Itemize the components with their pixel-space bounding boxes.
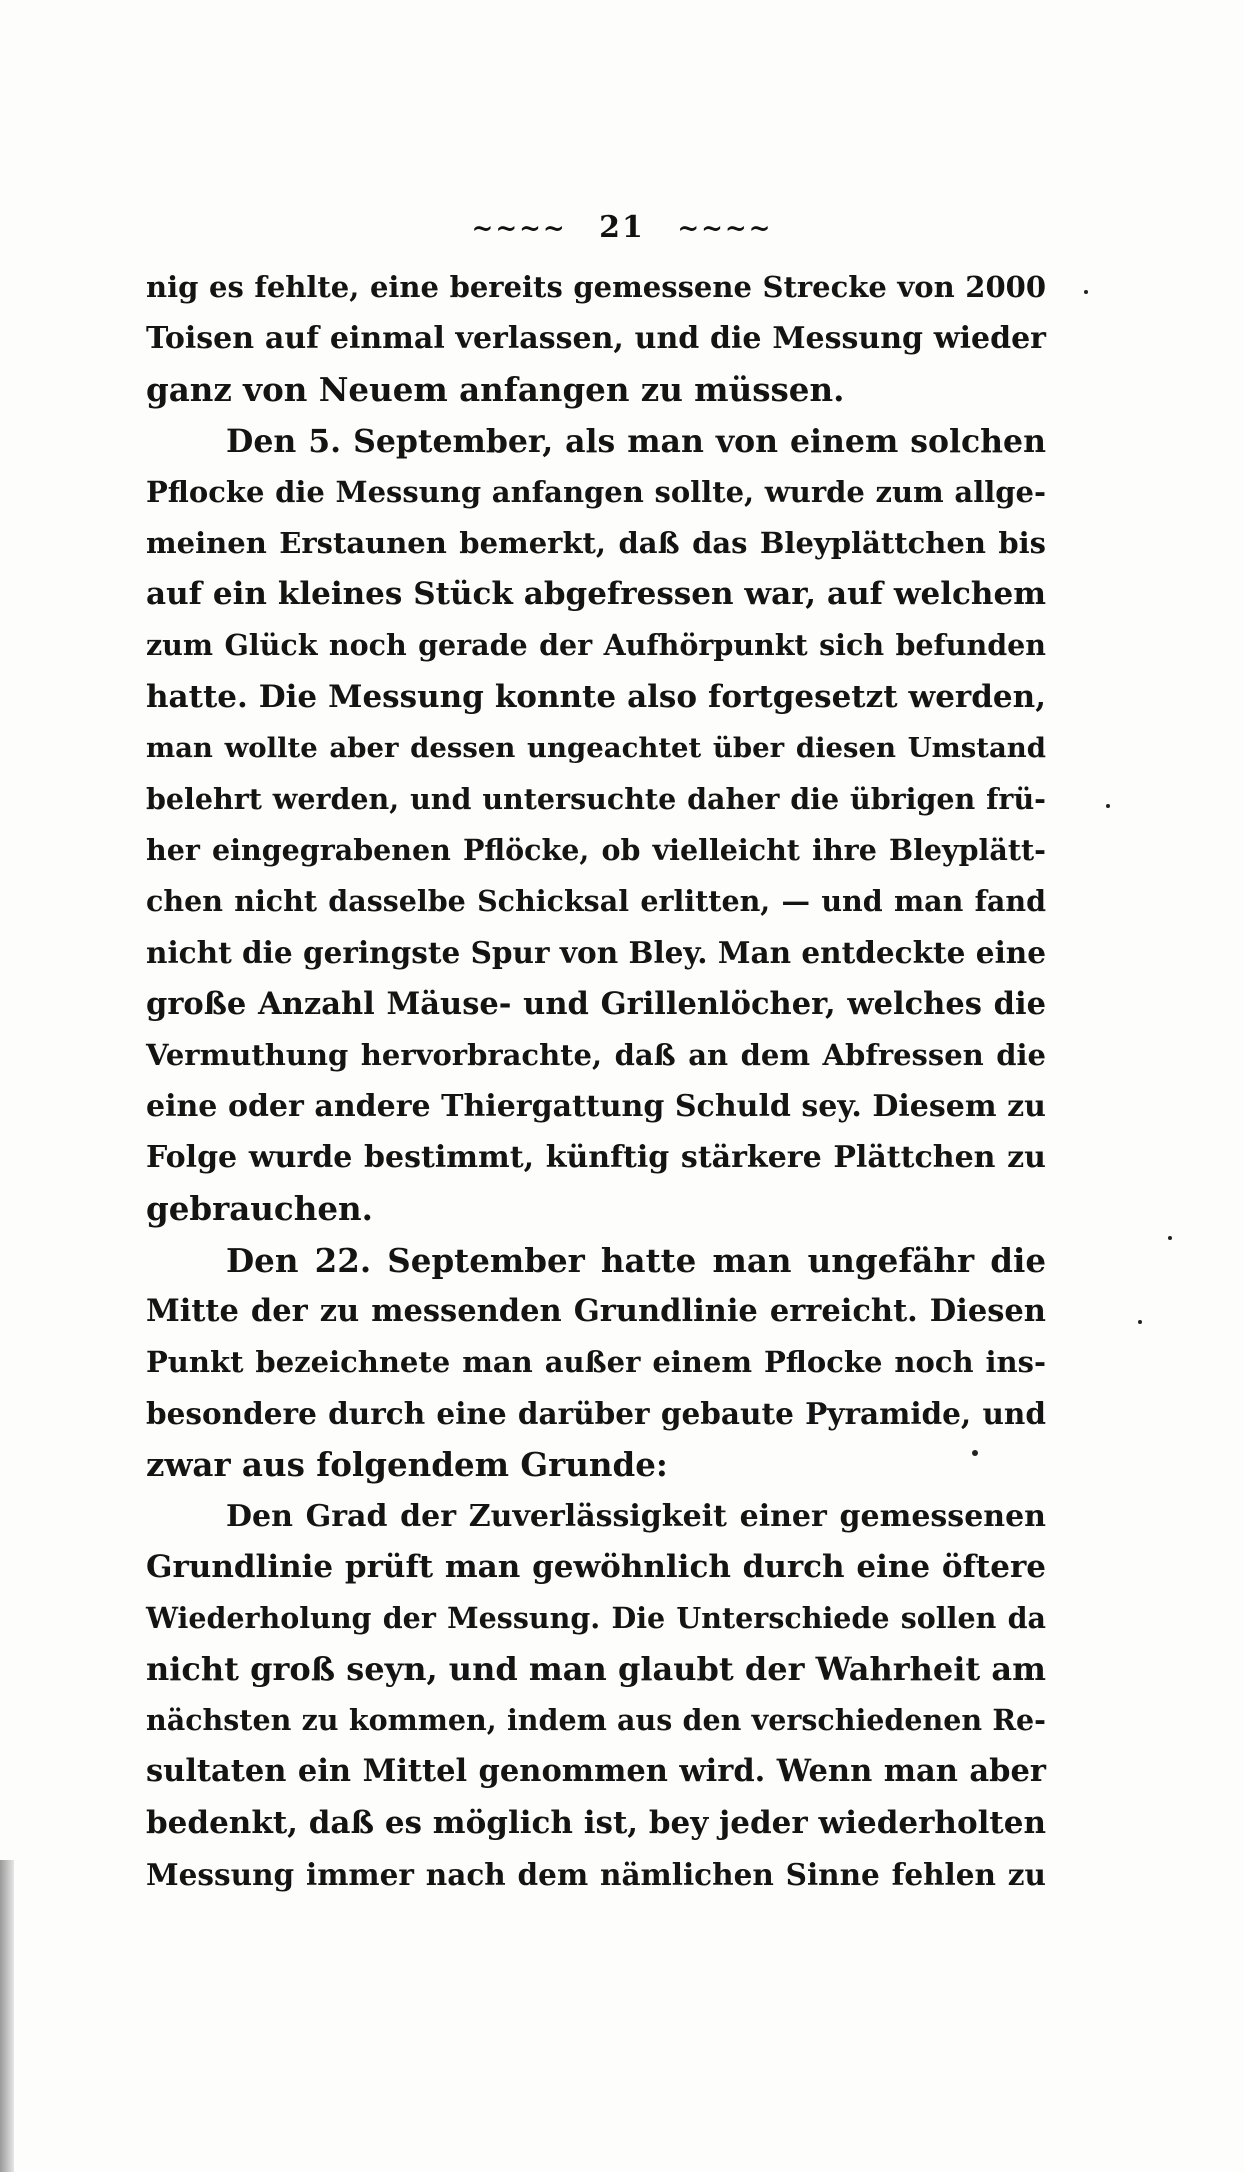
text-line: besondere durch eine darüber gebaute Pyramide, und xyxy=(146,1396,1046,1432)
text-line: Den Grad der Zuverlässigkeit einer gemessenen xyxy=(226,1498,1046,1534)
page-header xyxy=(0,210,1244,245)
text-line: Mitte der zu messenden Grundlinie erreicht. Diesen xyxy=(146,1292,1046,1329)
text-line: sultaten ein Mittel genommen wird. Wenn man aber xyxy=(146,1753,1046,1790)
text-line: ganz von Neuem anfangen zu müssen. xyxy=(146,370,845,410)
text-line: nächsten zu kommen, indem aus den verschiedenen Re- xyxy=(146,1703,1046,1738)
header-ornament-left: ~~~~ xyxy=(471,214,567,244)
text-line: nig es fehlte, eine bereits gemessene Strecke von 2000 xyxy=(146,270,1046,304)
text-line: hatte. Die Messung konnte also fortgesetzt werden, xyxy=(146,678,1046,715)
text-line: her eingegrabenen Pflöcke, ob vielleicht ihre Bleyplätt- xyxy=(146,833,1046,868)
text-line: Den 5. September, als man von einem solchen xyxy=(226,422,1046,460)
text-line: Pflocke die Messung anfangen sollte, wurde zum allge- xyxy=(146,474,1046,509)
text-line: nicht groß seyn, und man glaubt der Wahrheit am xyxy=(146,1650,1046,1689)
text-line: man wollte aber dessen ungeachtet über diesen Umstand xyxy=(146,731,1046,764)
text-line: chen nicht dasselbe Schicksal erlitten, — und man fand xyxy=(146,884,1046,919)
text-line: bedenkt, daß es möglich ist, bey jeder wiederholten xyxy=(146,1804,1046,1841)
ink-speck xyxy=(1084,290,1088,294)
text-line: zum Glück noch gerade der Aufhörpunkt sich befunden xyxy=(146,628,1046,663)
ink-speck xyxy=(1168,1236,1172,1240)
ink-speck xyxy=(972,1450,978,1456)
text-line: Wiederholung der Messung. Die Unterschiede sollen da xyxy=(146,1600,1046,1635)
text-line: Folge wurde bestimmt, künftig stärkere Plättchen zu xyxy=(146,1140,1046,1176)
text-line: auf ein kleines Stück abgefressen war, auf welchem xyxy=(146,576,1046,613)
ink-speck xyxy=(1106,804,1110,808)
text-line: gebrauchen. xyxy=(146,1189,373,1229)
ink-speck xyxy=(1138,1320,1142,1324)
text-line: Grundlinie prüft man gewöhnlich durch eine öftere xyxy=(146,1548,1046,1585)
text-line: Den 22. September hatte man ungefähr die xyxy=(226,1240,1046,1280)
text-line: Punkt bezeichnete man außer einem Pflocke noch ins- xyxy=(146,1344,1046,1379)
body-text xyxy=(146,262,1046,1900)
text-line: meinen Erstaunen bemerkt, daß das Bleyplättchen bis xyxy=(146,525,1046,560)
text-line: nicht die geringste Spur von Bley. Man entdeckte eine xyxy=(146,935,1046,971)
text-line: zwar aus folgendem Grunde: xyxy=(146,1445,668,1485)
text-line: eine oder andere Thiergattung Schuld sey. Diesem zu xyxy=(146,1089,1046,1124)
page-number: 21 xyxy=(599,210,645,245)
page-edge-shadow xyxy=(0,1860,14,2172)
text-line: Toisen auf einmal verlassen, und die Messung wieder xyxy=(146,321,1046,357)
text-line: große Anzahl Mäuse- und Grillenlöcher, welches die xyxy=(146,985,1046,1022)
header-ornament-right: ~~~~ xyxy=(677,214,773,244)
text-line: Messung immer nach dem nämlichen Sinne fehlen zu xyxy=(146,1856,1046,1892)
text-line: belehrt werden, und untersuchte daher die übrigen frü- xyxy=(146,781,1046,816)
text-line: Vermuthung hervorbrachte, daß an dem Abfressen die xyxy=(146,1037,1046,1072)
